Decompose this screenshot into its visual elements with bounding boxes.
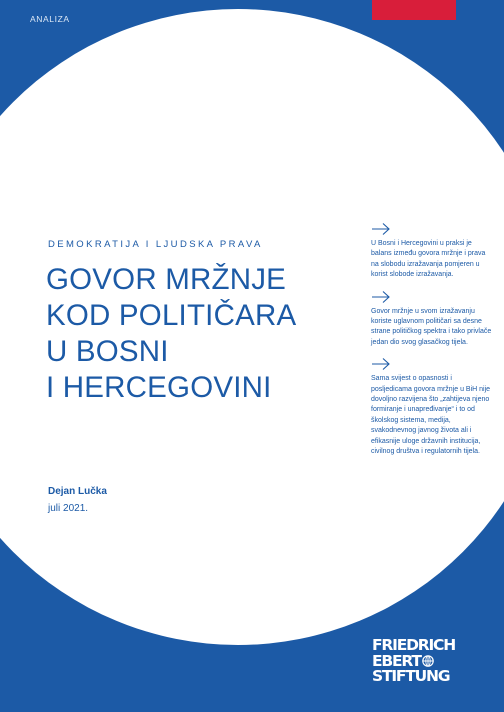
logo-text: EBERT bbox=[372, 651, 421, 670]
category-label: ANALIZA bbox=[30, 14, 70, 24]
summary-text: Sama svijest o opasnosti i posljedicama govora mržnje u BiH nije dovoljno razvijena što „zahtijeva njeno formiranje i unapređivanje“ i to od školskog sistema, medija, svakodnevnog javnog života ali i efikasnije uloge državnih institucija, civilnog društva i regulatornih tijela. bbox=[371, 375, 491, 456]
title-line: I HERCEGOVINI bbox=[46, 371, 272, 404]
logo-line: FRIEDRICH bbox=[372, 636, 455, 654]
logo-line: STIFTUNG bbox=[372, 667, 450, 685]
globe-icon bbox=[422, 655, 434, 667]
summary-list bbox=[371, 222, 493, 467]
publication-date: juli 2021. bbox=[48, 503, 89, 514]
summary-item bbox=[371, 222, 493, 281]
arrow-right-icon bbox=[371, 222, 391, 236]
author-name: Dejan Lučka bbox=[48, 486, 107, 497]
summary-item bbox=[371, 290, 493, 349]
title-line: GOVOR MRŽNJE bbox=[46, 263, 287, 296]
page-title bbox=[46, 262, 346, 406]
series-kicker: DEMOKRATIJA I LJUDSKA PRAVA bbox=[48, 239, 263, 250]
summary-item bbox=[371, 357, 493, 457]
red-accent-tab bbox=[372, 0, 456, 20]
summary-text: U Bosni i Hercegovini u praksi je balans između govora mržnje i prava na slobodu izražavanja pomjeren u korist slobode izražavanja. bbox=[371, 240, 486, 279]
arrow-right-icon bbox=[371, 357, 391, 371]
title-line: U BOSNI bbox=[46, 335, 169, 368]
title-line: KOD POLITIČARA bbox=[46, 299, 297, 332]
arrow-right-icon bbox=[371, 290, 391, 304]
summary-text: Govor mržnje u svom izražavanju koriste uglavnom političari sa desne strane političkog spektra i tako privlače jedan dio svog glasačkog tijela. bbox=[371, 307, 492, 346]
friedrich-ebert-stiftung-logo bbox=[372, 638, 455, 685]
